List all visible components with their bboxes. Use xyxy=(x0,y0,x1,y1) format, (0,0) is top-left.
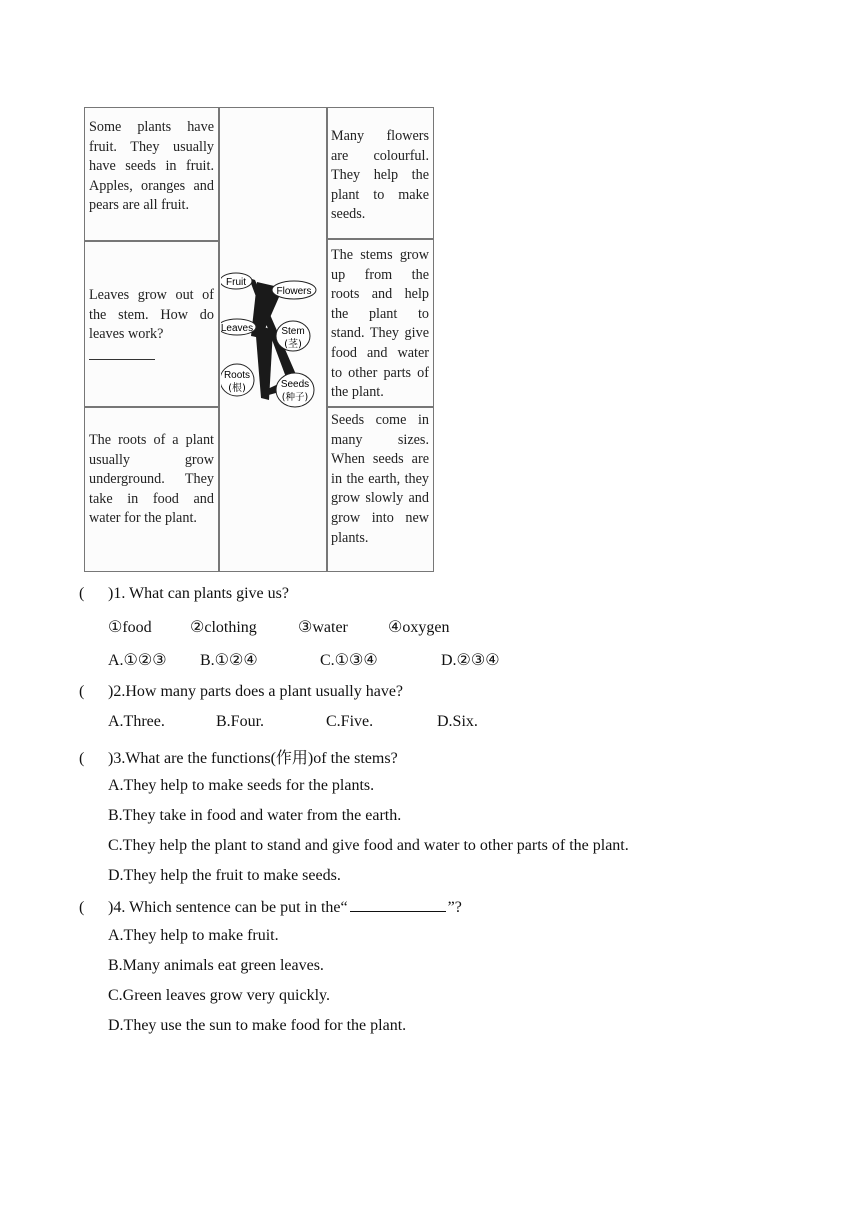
item-oxygen: ④oxygen xyxy=(388,619,450,636)
table-divider xyxy=(326,406,433,408)
option-c[interactable]: C.They help the plant to stand and give food and water to other parts of the plant. xyxy=(108,837,629,854)
option-d[interactable]: D.Six. xyxy=(437,713,478,730)
flowers-label: Flowers xyxy=(276,286,312,297)
flowers-description: Many flowers are colourful. They help the plant to make seeds. xyxy=(331,128,429,223)
question-4 xyxy=(79,897,462,917)
item-food: ①food xyxy=(108,619,152,636)
leaves-node xyxy=(221,319,256,335)
roots-cn-label: (根) xyxy=(228,383,246,394)
option-a[interactable]: A.They help to make fruit. xyxy=(108,927,279,944)
answer-paren[interactable]: ( xyxy=(79,585,85,602)
stem-node xyxy=(276,321,310,351)
seeds-node xyxy=(276,373,314,407)
roots-label: Roots xyxy=(223,370,251,381)
stem-cn-label: (茎) xyxy=(284,339,302,350)
table-divider xyxy=(218,108,220,571)
stems-description: The stems grow up from the roots and help the plant to stand. They give food and water to other parts of the plant. xyxy=(331,247,429,401)
option-b[interactable]: B.Many animals eat green leaves. xyxy=(108,957,324,974)
fruit-node xyxy=(221,273,252,289)
question-1 xyxy=(79,585,289,603)
option-a[interactable]: A.Three. xyxy=(108,713,165,730)
seeds-description: Seeds come in many sizes. When seeds are in the earth, they grow slowly and grow into new plants. xyxy=(331,412,429,546)
leaves-label: Leaves xyxy=(221,323,254,334)
option-b[interactable]: B.They take in food and water from the earth. xyxy=(108,807,402,824)
option-a[interactable]: A.They help to make seeds for the plants. xyxy=(108,777,375,794)
fruit-description: Some plants have fruit. They usually have seeds in fruit. Apples, oranges and pears are all fruit. xyxy=(89,119,214,214)
question-text: 1. What can plants give us? xyxy=(113,585,289,602)
plant-parts-table xyxy=(84,107,434,572)
item-water: ③water xyxy=(298,619,348,636)
table-divider xyxy=(85,240,219,242)
table-divider xyxy=(85,406,219,408)
question-text: 4. Which sentence can be put in the“ xyxy=(113,899,348,916)
table-divider xyxy=(326,238,433,240)
fill-blank xyxy=(350,897,446,912)
option-b[interactable]: B.Four. xyxy=(216,713,265,730)
leaves-description-text: Leaves grow out of the stem. How do leaves work? xyxy=(89,287,214,343)
stem-label: Stem xyxy=(281,326,305,337)
answer-blank xyxy=(89,345,155,360)
answer-paren-close: ) xyxy=(108,683,114,700)
item-clothing: ②clothing xyxy=(190,619,257,636)
seeds-cn-label: (种子) xyxy=(281,392,309,403)
flowers-node xyxy=(272,281,316,299)
answer-paren[interactable]: ( xyxy=(79,750,85,767)
option-a[interactable]: A.①②③ xyxy=(108,652,167,669)
option-c[interactable]: C.①③④ xyxy=(320,652,378,669)
leaves-description xyxy=(85,286,218,360)
plant-diagram xyxy=(221,268,327,410)
fruit-label: Fruit xyxy=(226,277,246,288)
question-2 xyxy=(79,683,403,701)
option-d[interactable]: D.②③④ xyxy=(441,652,500,669)
answer-paren-close: ) xyxy=(108,585,114,602)
option-d[interactable]: D.They use the sun to make food for the plant. xyxy=(108,1017,407,1034)
answer-paren[interactable]: ( xyxy=(79,899,85,916)
seeds-label: Seeds xyxy=(280,379,310,390)
roots-description: The roots of a plant usually grow underground. They take in food and water for the plant. xyxy=(89,432,214,527)
option-d[interactable]: D.They help the fruit to make seeds. xyxy=(108,867,341,884)
question-text: 2.How many parts does a plant usually have? xyxy=(113,683,404,700)
question-text-end: ”? xyxy=(447,899,462,916)
roots-node xyxy=(221,364,254,396)
option-b[interactable]: B.①②④ xyxy=(200,652,258,669)
question-text: 3.What are the functions(作用)of the stems? xyxy=(113,750,398,767)
answer-paren[interactable]: ( xyxy=(79,683,85,700)
answer-paren-close: ) xyxy=(108,750,114,767)
question-3 xyxy=(79,745,398,768)
option-c[interactable]: C.Green leaves grow very quickly. xyxy=(108,987,330,1004)
answer-paren-close: ) xyxy=(108,899,114,916)
option-c[interactable]: C.Five. xyxy=(326,713,374,730)
